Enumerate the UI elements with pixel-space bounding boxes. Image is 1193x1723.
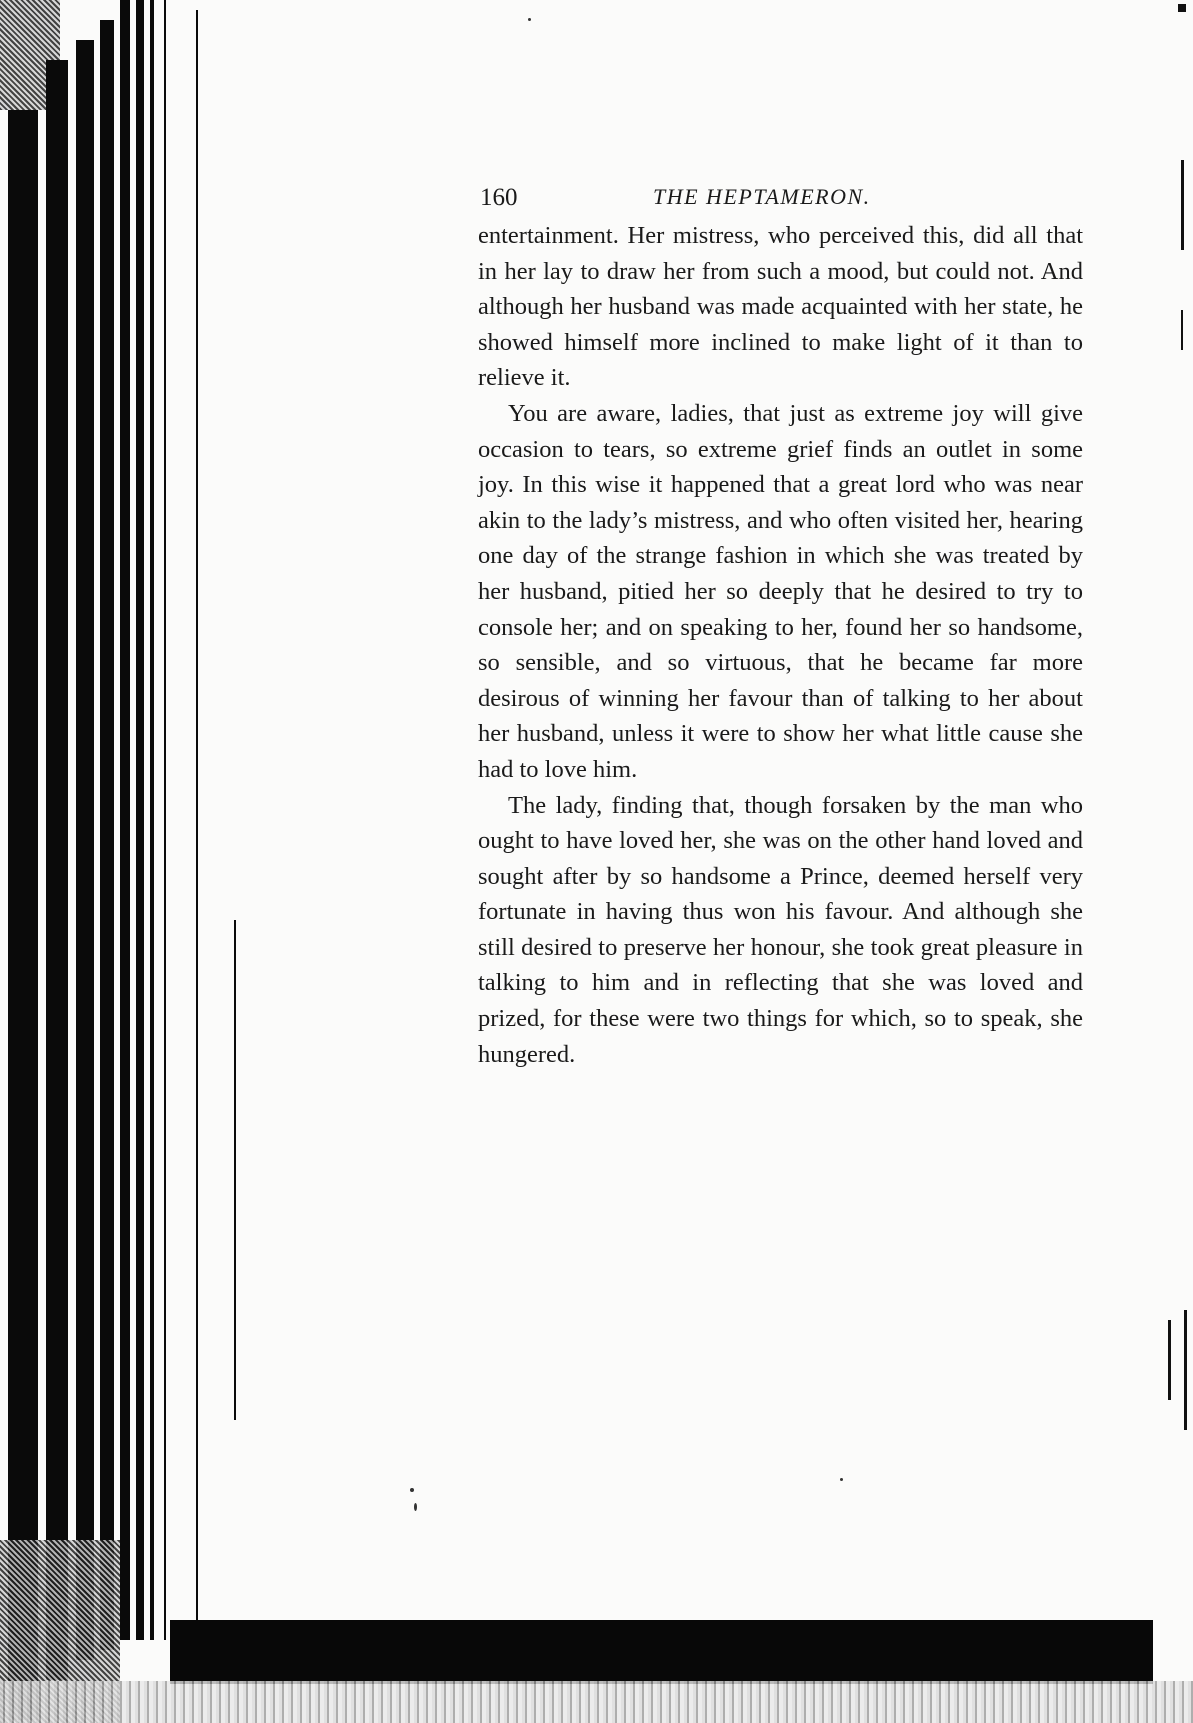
right-edge-mark <box>1181 160 1184 250</box>
bottom-edge-shadow <box>170 1620 1153 1684</box>
right-edge-mark <box>1178 4 1186 12</box>
running-head <box>478 178 1083 214</box>
bottom-book-edge <box>0 1600 1193 1723</box>
paragraph: You are aware, ladies, that just as extreme joy will give occasion to tears, so extreme grief finds an outlet in some joy. In this wise it happened that a great lord who was near akin to the lady’s mistress, and who often visited her, hearing one day of the strange fashion in which she was treated by her husband, pitied her so deeply that he desired to try to console her; and on speaking to her, found her so handsome, so sensible, and so virtuous, that he became far more desirous of winning her favour than of talking to her about her husband, unless it were to show her what little cause she had to love him. <box>478 399 1083 783</box>
page-number: 160 <box>480 184 518 211</box>
scan-speck <box>840 1478 843 1481</box>
spine-band <box>120 0 130 1640</box>
spine-band <box>100 20 114 1650</box>
spine-band <box>76 40 94 1660</box>
spine-band <box>8 110 38 1720</box>
right-edge-mark <box>1184 1310 1187 1430</box>
scan-speck <box>414 1503 417 1511</box>
spine-band <box>150 0 154 1640</box>
page-content <box>478 178 1083 1072</box>
book-spine-edge <box>0 0 250 1723</box>
spine-line <box>164 0 166 1640</box>
spine-band <box>46 60 68 1680</box>
scan-speck <box>410 1488 414 1492</box>
spine-line <box>234 920 236 1420</box>
paragraph: The lady, finding that, though forsaken by the man who ought to have loved her, she was on the other hand loved and sought after by so handsome a Prince, deemed herself very fortunate in having thus won his favour. And although she still desired to preserve her honour, she took great pleasure in talking to him and in reflecting that she was loved and prized, for these were two things for which, so to speak, she hungered. <box>478 791 1083 1068</box>
spine-band <box>136 0 144 1640</box>
spine-line <box>196 10 198 1630</box>
right-edge-mark <box>1181 310 1183 350</box>
bottom-edge-grain <box>0 1681 1193 1723</box>
paragraph-continued: entertainment. Her mistress, who perceived this, did all that in her lay to draw her from such a mood, but could not. And although her husband was made acquainted with her state, he showed himself more inclined to make light of it than to relieve it. <box>478 222 1083 392</box>
scan-speck <box>528 18 531 21</box>
right-edge-mark <box>1168 1320 1171 1400</box>
book-title: THE HEPTAMERON. <box>653 184 871 209</box>
